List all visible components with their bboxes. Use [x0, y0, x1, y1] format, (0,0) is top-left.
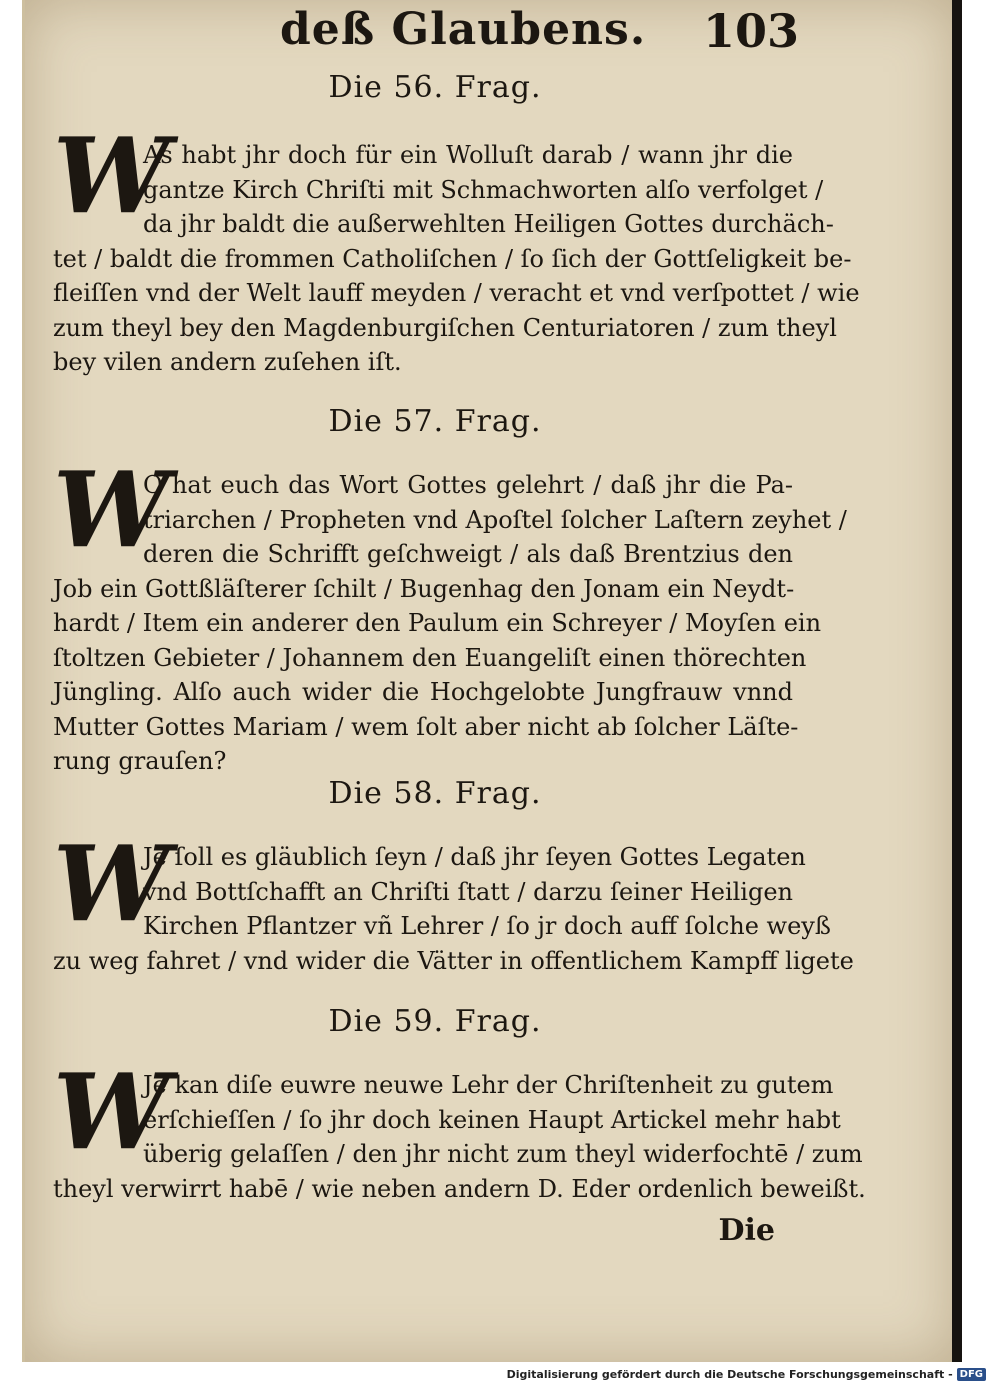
- text-line: ſtoltzen Gebieter / Johannem den Euangeliſt einen thörechten: [53, 643, 807, 672]
- page-edge: [952, 0, 962, 1362]
- digitization-credit: [507, 1368, 986, 1381]
- text-line: zum theyl bey den Magdenburgiſchen Centuriatoren / zum theyl: [53, 313, 837, 342]
- question-heading-58: Die 58. Frag.: [328, 776, 542, 811]
- question-text-58: [53, 840, 854, 978]
- text-line: fleiſſen vnd der Welt lauff meyden / veracht et vnd verſpottet / wie: [53, 279, 860, 307]
- question-heading-57: Die 57. Frag.: [328, 404, 542, 439]
- catchword: Die: [718, 1213, 775, 1248]
- text-line: Kirchen Pflantzer vñ Lehrer / ſo jr doch auff ſolche weyß: [143, 912, 831, 940]
- question-heading-59: Die 59. Frag.: [328, 1004, 542, 1039]
- running-head: deß Glaubens.: [280, 4, 647, 55]
- text-line: zu weg fahret / vnd wider die Vätter in offentlichem Kampff ligete: [53, 946, 854, 975]
- decorated-initial: W: [53, 448, 170, 571]
- text-line: überig gelaſſen / den jhr nicht zum theyl widerfochtē / zum: [143, 1140, 863, 1168]
- text-line: deren die Schrifft geſchweigt / als daß Brentzius den: [143, 540, 793, 568]
- decorated-initial: W: [53, 114, 170, 237]
- text-line: As habt jhr doch für ein Wolluſt darab / wann jhr die: [143, 141, 793, 169]
- question-text-57: [53, 468, 847, 779]
- question-heading-56: Die 56. Frag.: [328, 70, 542, 105]
- text-line: Je ſoll es gläublich ſeyn / daß jhr ſeyen Gottes Legaten: [143, 843, 806, 871]
- text-line: Mutter Gottes Mariam / wem ſolt aber nicht ab ſolcher Läſte-: [53, 712, 799, 741]
- book-page: [22, 0, 961, 1362]
- text-line: erſchieſſen / ſo jhr doch keinen Haupt Artickel mehr habt: [143, 1105, 841, 1134]
- text-line: bey vilen andern zuſehen iſt.: [53, 348, 402, 376]
- text-line: triarchen / Propheten vnd Apoſtel ſolcher Laſtern zeyhet /: [143, 505, 847, 534]
- text-line: theyl verwirrt habē / wie neben andern D. Eder ordenlich beweißt.: [53, 1174, 866, 1203]
- page-number: 103: [702, 4, 799, 58]
- text-line: da jhr baldt die außerwehlten Heiligen Gottes durchäch-: [143, 210, 834, 238]
- text-line: vnd Bottſchafft an Chriſti ſtatt / darzu ſeiner Heiligen: [143, 877, 793, 906]
- text-line: gantze Kirch Chriſti mit Schmachworten alſo verfolget /: [143, 175, 824, 204]
- text-line: tet / baldt die frommen Catholiſchen / ſo ſich der Gottſeligkeit be-: [53, 244, 852, 273]
- text-line: Job ein Gottßläſterer ſchilt / Bugenhag den Jonam ein Neydt-: [53, 574, 795, 603]
- text-line: Je kan diſe euwre neuwe Lehr der Chriſtenheit zu gutem: [143, 1071, 834, 1099]
- credit-text: Digitalisierung gefördert durch die Deutsche Forschungsgemeinschaft -: [506, 1368, 953, 1381]
- text-line: rung grauſen?: [53, 747, 227, 775]
- question-text-56: [53, 138, 860, 380]
- text-line: O hat euch das Wort Gottes gelehrt / daß jhr die Pa-: [143, 471, 793, 499]
- dfg-logo: DFG: [957, 1368, 986, 1381]
- text-line: hardt / Item ein anderer den Paulum ein Schreyer / Moyſen ein: [53, 609, 822, 637]
- text-line: Jüngling. Alſo auch wider die Hochgelobte Jungfrauw vnnd: [53, 678, 793, 706]
- decorated-initial: W: [53, 822, 170, 945]
- decorated-initial: W: [53, 1050, 170, 1173]
- question-text-59: [53, 1068, 866, 1206]
